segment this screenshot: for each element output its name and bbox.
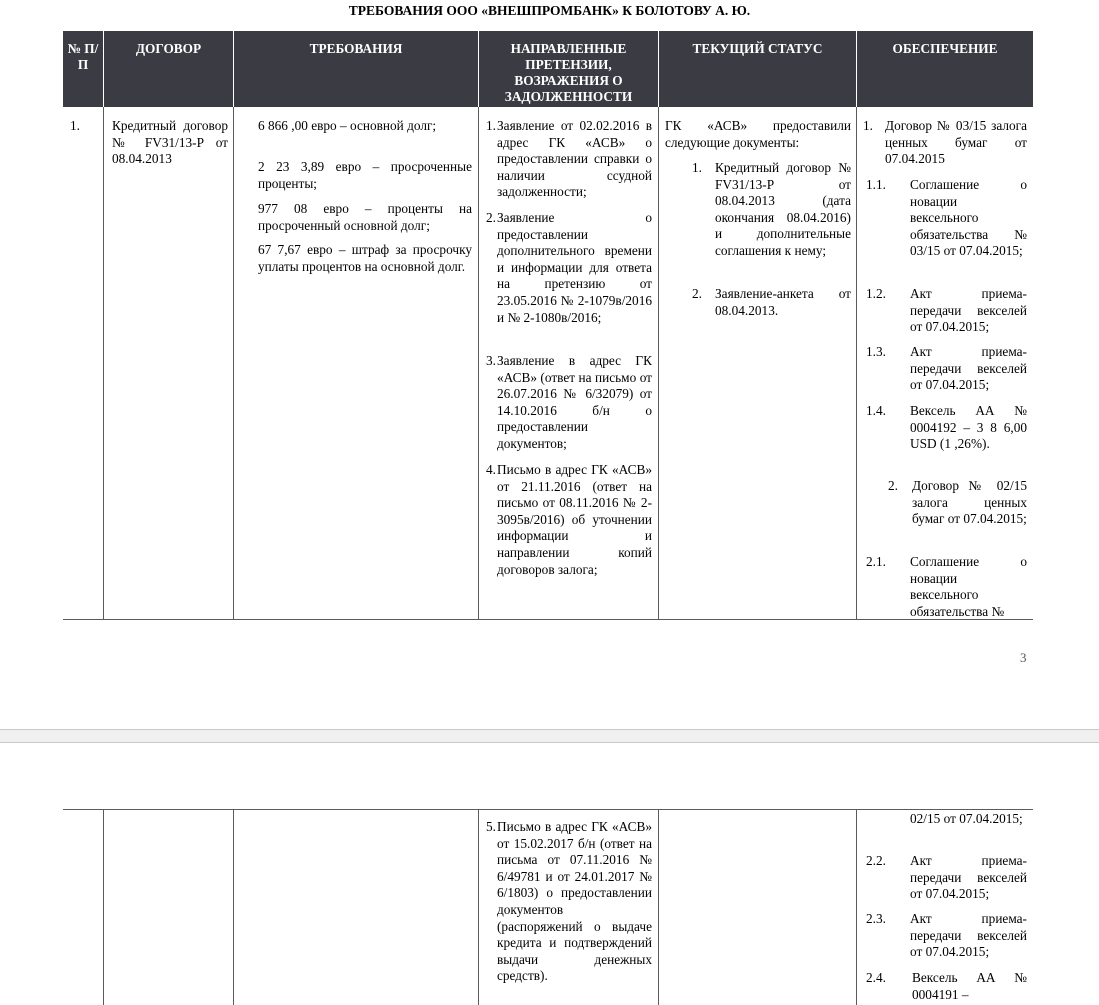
security-item: Договор № 02/15 залога ценных бумаг от 07.04.2015; xyxy=(912,478,1027,527)
header-claims: ТРЕБОВАНИЯ xyxy=(234,31,478,107)
security-number: 2. xyxy=(888,478,898,493)
claim-item: 2 23 3,89 евро – просроченные проценты; xyxy=(258,159,472,191)
claim-item: 67 7,67 евро – штраф за просрочку уплаты процентов на основной долг. xyxy=(258,242,472,274)
header-status: ТЕКУЩИЙ СТАТУС xyxy=(659,31,856,107)
grid-line xyxy=(233,809,234,1005)
grid-line xyxy=(233,107,234,619)
security-item: Вексель АА № 0004192 – 3 8 6,00 USD (1 ,26%). xyxy=(910,403,1027,452)
header-security: ОБЕСПЕЧЕНИЕ xyxy=(857,31,1033,107)
security-number: 1.4. xyxy=(866,403,886,418)
security-item: Акт приема-передачи векселей от 07.04.2015; xyxy=(910,853,1027,902)
contract-cell: Кредитный договор № FV31/13-Р от 08.04.2013 xyxy=(112,118,228,167)
security-number: 2.4. xyxy=(866,970,886,985)
page-separator xyxy=(0,729,1099,743)
security-item: Соглашение о новации вексельного обязательства № xyxy=(910,554,1027,618)
pretension-number: 1. xyxy=(486,118,496,133)
pretension-text: Заявление в адрес ГК «АСВ» (ответ на письмо от 26.07.2016 № 6/32079) от 14.10.2016 б/н о предоставлении документов; xyxy=(497,353,652,451)
status-item: Кредитный договор № FV31/13-Р от 08.04.2013 (дата окончания 08.04.2016) и дополнительные соглашения к нему; xyxy=(715,160,851,258)
header-num: № П/П xyxy=(63,31,103,107)
page-number: 3 xyxy=(1020,650,1027,665)
security-item: 02/15 от 07.04.2015; xyxy=(910,811,1023,826)
grid-line xyxy=(856,809,857,1005)
security-item: Акт приема-передачи векселей от 07.04.2015; xyxy=(910,344,1027,393)
status-item: Заявление-анкета от 08.04.2013. xyxy=(715,286,851,318)
header-pretensions: НАПРАВЛЕННЫЕ ПРЕТЕНЗИИ, ВОЗРАЖЕНИЯ О ЗАДОЛЖЕННОСТИ xyxy=(479,31,658,107)
claim-item: 6 866 ,00 евро – основной долг; xyxy=(258,118,437,133)
pretension-text: Письмо в адрес ГК «АСВ» от 15.02.2017 б/н (ответ на письма от 07.11.2016 № 6/49781 и от 24.01.2017 № 6/1803) о предоставлении документов (распоряжений о выдаче кредита и подтверждений выдачи денежных средств). xyxy=(497,819,652,984)
grid-line xyxy=(103,809,104,1005)
grid-line xyxy=(63,619,1033,620)
pretension-text: Заявление о предоставлении дополнительного времени и информации для ответа на претензию от 23.05.2016 № 2-1079в/2016 и № 2-1080в/2016; xyxy=(497,210,652,325)
claim-item: 977 08 евро – проценты на просроченный основной долг; xyxy=(258,201,472,233)
security-number: 1. xyxy=(863,118,873,133)
pretension-text: Письмо в адрес ГК «АСВ» от 21.11.2016 (ответ на письмо от 08.11.2016 № 2-3095в/2016) об уточнении информации и направлении копий договоров залога; xyxy=(497,462,652,577)
security-item: Акт приема-передачи векселей от 07.04.2015; xyxy=(910,911,1027,960)
security-number: 1.1. xyxy=(866,177,886,192)
header-contract: ДОГОВОР xyxy=(104,31,233,107)
pretension-number: 3. xyxy=(486,353,496,368)
document-page-2 xyxy=(0,743,1099,1005)
security-number: 1.2. xyxy=(866,286,886,301)
grid-line xyxy=(658,809,659,1005)
status-intro: ГК «АСВ» предоставили следующие документы: xyxy=(665,118,851,150)
status-number: 1. xyxy=(692,160,702,175)
grid-line xyxy=(478,107,479,619)
security-item: Договор № 03/15 залога ценных бумаг от 07.04.2015 xyxy=(885,118,1027,167)
security-number: 1.3. xyxy=(866,344,886,359)
security-item: Акт приема-передачи векселей от 07.04.2015; xyxy=(910,286,1027,335)
row-number: 1. xyxy=(70,118,80,133)
pretension-text: Заявление от 02.02.2016 в адрес ГК «АСВ» о предоставлении справки о наличии ссудной задолженности; xyxy=(497,118,652,200)
security-item: Вексель АА № 0004191 – xyxy=(912,970,1027,1002)
pretension-number: 2. xyxy=(486,210,496,225)
security-number: 2.3. xyxy=(866,911,886,926)
pretension-number: 4. xyxy=(486,462,496,477)
grid-line xyxy=(103,107,104,619)
pretension-number: 5. xyxy=(486,819,496,834)
grid-line xyxy=(856,107,857,619)
grid-line xyxy=(658,107,659,619)
document-title: ТРЕБОВАНИЯ ООО «ВНЕШПРОМБАНК» К БОЛОТОВУ А. Ю. xyxy=(348,3,751,18)
grid-line xyxy=(478,809,479,1005)
security-number: 2.1. xyxy=(866,554,886,569)
grid-line xyxy=(63,809,1033,810)
security-number: 2.2. xyxy=(866,853,886,868)
security-item: Соглашение о новации вексельного обязательства № 03/15 от 07.04.2015; xyxy=(910,177,1027,259)
status-number: 2. xyxy=(692,286,702,301)
